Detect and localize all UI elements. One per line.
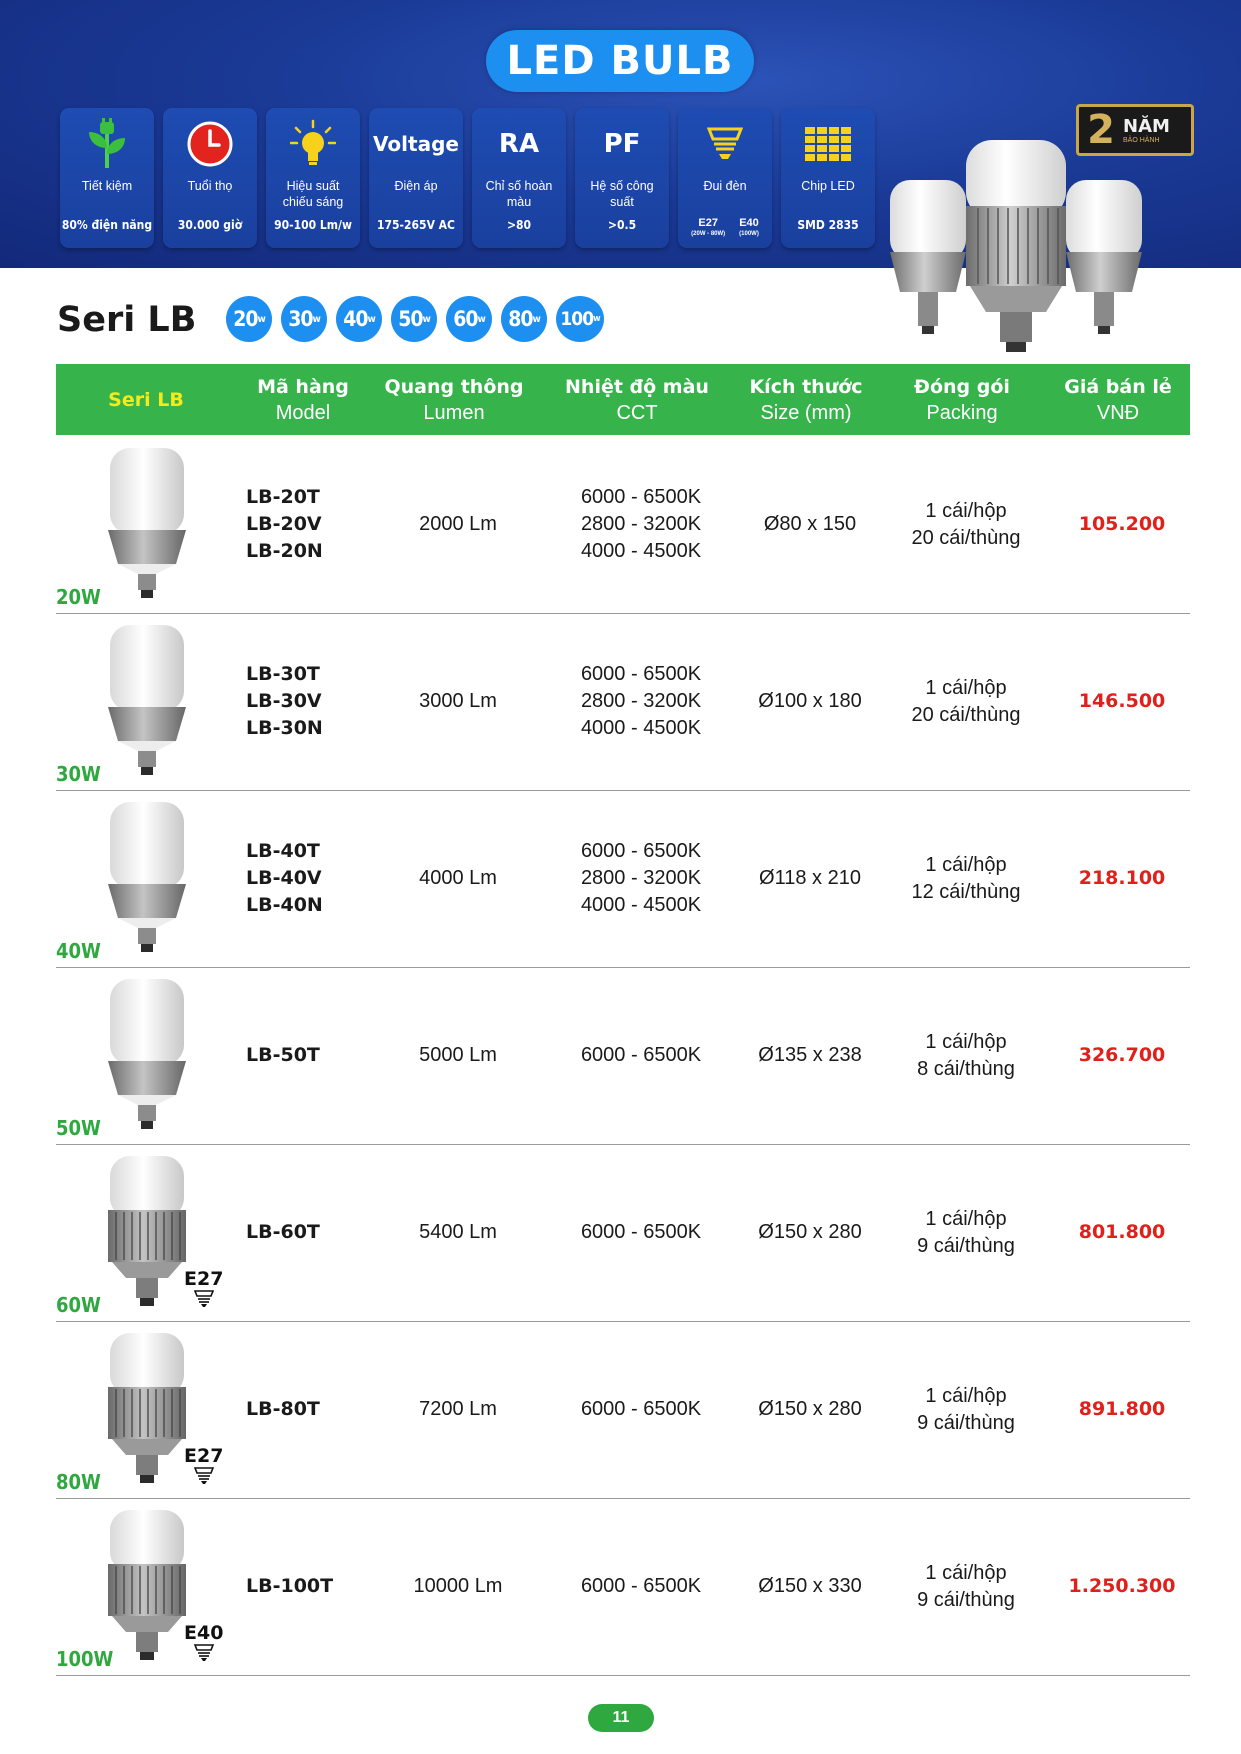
cct-line: 2800 - 3200K: [580, 867, 702, 889]
header-packing: Đóng gói Packing: [914, 375, 1010, 424]
chip-grid-icon: [781, 114, 875, 174]
base-type: E27: [184, 1445, 223, 1490]
lumen-cell: 5400 Lm: [419, 1221, 497, 1243]
header-lumen: Quang thông Lumen: [384, 375, 524, 424]
wattage-badges: [226, 296, 604, 342]
packing-line: 1 cái/hộp: [925, 676, 1007, 699]
bulb-product-image: [102, 623, 192, 779]
cct-line: 6000 - 6500K: [580, 663, 702, 685]
feature-socket: [678, 108, 772, 248]
banner-title: LED BULB: [486, 30, 754, 92]
model-cell: [246, 436, 366, 613]
packing-cell: [880, 436, 1052, 613]
cct-cell: [542, 1144, 740, 1321]
feature-label: Tuổi thọ: [187, 179, 233, 193]
cct-line: 4000 - 4500K: [580, 717, 702, 739]
socket-icon: [194, 1467, 214, 1485]
cct-cell: [542, 613, 740, 790]
plant-plug-icon: [60, 114, 154, 174]
cct-line: 6000 - 6500K: [580, 1221, 702, 1243]
packing-line: 12 cái/thùng: [911, 880, 1021, 903]
cct-line: 6000 - 6500K: [580, 1044, 702, 1066]
wattage-badge: 80 w: [501, 296, 547, 342]
socket-icon: [194, 1644, 214, 1662]
wattage-badge: 30 w: [281, 296, 327, 342]
ra-icon: RA: [498, 129, 540, 159]
models-line: LB-60T: [246, 1221, 320, 1243]
feature-pf: [575, 108, 669, 248]
models-line: LB-80T: [246, 1398, 320, 1420]
model-cell: [246, 1321, 366, 1498]
cct-cell: [542, 436, 740, 613]
bulb-product-image: [102, 1508, 192, 1664]
lumen-cell: 5000 Lm: [419, 1044, 497, 1066]
models-line: LB-20T: [246, 486, 320, 508]
packing-line: 9 cái/thùng: [917, 1234, 1015, 1257]
size-cell: Ø80 x 150: [763, 513, 857, 535]
models-line: LB-30V: [246, 690, 322, 712]
bulb-product-image: [102, 1331, 192, 1487]
feature-label: Hiệu suất chiếu sáng: [282, 179, 344, 209]
models-line: LB-100T: [246, 1575, 334, 1597]
size-cell: Ø150 x 280: [758, 1221, 862, 1243]
wattage-badge: 60 w: [446, 296, 492, 342]
wattage-label: 80W: [56, 1470, 101, 1494]
packing-cell: [880, 1144, 1052, 1321]
base-type: E40: [184, 1622, 223, 1667]
cct-line: 6000 - 6500K: [580, 486, 702, 508]
lumen-cell: 7200 Lm: [419, 1398, 497, 1420]
cct-cell: [542, 1321, 740, 1498]
model-cell: [246, 613, 366, 790]
packing-cell: [880, 613, 1052, 790]
header-price: Giá bán lẻ VNĐ: [1064, 375, 1172, 424]
packing-line: 9 cái/thùng: [917, 1411, 1015, 1434]
socket-e40: E40 (100W): [739, 217, 759, 237]
price-cell: 105.200: [1078, 513, 1166, 535]
feature-label: Hệ số công suất: [590, 179, 654, 209]
voltage-icon: Voltage: [373, 132, 459, 156]
series-title: Seri LB: [57, 300, 197, 340]
socket-e27: E27 (20W - 80W): [691, 217, 726, 237]
models-line: LB-50T: [246, 1044, 320, 1066]
packing-line: 1 cái/hộp: [925, 499, 1007, 522]
feature-saving: [60, 108, 154, 248]
warranty-word: NĂM: [1123, 116, 1170, 137]
cct-cell: [542, 967, 740, 1144]
packing-line: 1 cái/hộp: [925, 1561, 1007, 1584]
clock-icon: [163, 114, 257, 174]
model-cell: [246, 1498, 366, 1675]
cct-line: 4000 - 4500K: [580, 540, 702, 562]
model-cell: [246, 790, 366, 967]
packing-line: 1 cái/hộp: [925, 1030, 1007, 1053]
price-cell: 326.700: [1078, 1044, 1166, 1066]
bulb-product-image: [102, 977, 192, 1133]
size-cell: Ø100 x 180: [758, 690, 862, 712]
table-row: [56, 1321, 1190, 1499]
wattage-badge: 20 w: [226, 296, 272, 342]
table-row: [56, 1144, 1190, 1322]
wattage-label: 60W: [56, 1293, 101, 1317]
packing-line: 8 cái/thùng: [917, 1057, 1015, 1080]
feature-value: SMD 2835: [797, 218, 859, 232]
feature-label: Đui đèn: [703, 179, 747, 193]
models-line: LB-40N: [246, 894, 323, 916]
table-row: [56, 613, 1190, 791]
packing-line: 9 cái/thùng: [917, 1588, 1015, 1611]
bulb-product-image: [102, 800, 192, 956]
lightbulb-icon: [266, 114, 360, 174]
price-cell: 1.250.300: [1068, 1575, 1176, 1597]
feature-label: Tiết kiệm: [81, 179, 133, 193]
cct-line: 6000 - 6500K: [580, 1575, 702, 1597]
cct-cell: [542, 790, 740, 967]
models-line: LB-40T: [246, 840, 320, 862]
bulb-product-image: [102, 446, 192, 602]
table-row: [56, 436, 1190, 614]
models-line: LB-20N: [246, 540, 323, 562]
table-row: [56, 790, 1190, 968]
model-cell: [246, 1144, 366, 1321]
feature-value: >0.5: [607, 218, 637, 232]
wattage-badge: 40 w: [336, 296, 382, 342]
wattage-label: 100W: [56, 1647, 114, 1671]
packing-cell: [880, 1321, 1052, 1498]
warranty-sub: BẢO HÀNH: [1123, 137, 1160, 144]
feature-value: 175-265V AC: [377, 218, 455, 232]
packing-line: 20 cái/thùng: [911, 526, 1021, 549]
feature-value: 80% điện năng: [61, 218, 153, 232]
feature-chip: [781, 108, 875, 248]
feature-ra: [472, 108, 566, 248]
wattage-label: 20W: [56, 585, 101, 609]
cct-line: 4000 - 4500K: [580, 894, 702, 916]
feature-value: 90-100 Lm/w: [274, 218, 352, 232]
wattage-label: 50W: [56, 1116, 101, 1140]
feature-value: >80: [506, 218, 532, 232]
feature-efficiency: [266, 108, 360, 248]
size-cell: Ø118 x 210: [759, 867, 861, 889]
models-line: LB-30N: [246, 717, 323, 739]
pf-icon: PF: [603, 129, 641, 159]
page-number: 11: [588, 1704, 654, 1732]
feature-label: Điện áp: [394, 179, 438, 193]
feature-label: Chip LED: [801, 179, 855, 193]
size-cell: Ø150 x 280: [758, 1398, 862, 1420]
table-row: [56, 1498, 1190, 1676]
base-type: E27: [184, 1268, 223, 1313]
feature-lifetime: [163, 108, 257, 248]
table-row: [56, 967, 1190, 1145]
cct-line: 6000 - 6500K: [580, 1398, 702, 1420]
cct-cell: [542, 1498, 740, 1675]
lumen-cell: 2000 Lm: [419, 513, 497, 535]
packing-cell: [880, 790, 1052, 967]
price-cell: 801.800: [1078, 1221, 1166, 1243]
cct-line: 6000 - 6500K: [580, 840, 702, 862]
wattage-label: 40W: [56, 939, 101, 963]
bulb-product-image: [102, 1154, 192, 1310]
feature-voltage: [369, 108, 463, 248]
wattage-badge: 50 w: [391, 296, 437, 342]
packing-line: 1 cái/hộp: [925, 853, 1007, 876]
packing-cell: [880, 1498, 1052, 1675]
models-line: LB-30T: [246, 663, 320, 685]
wattage-badge: 100 w: [556, 296, 604, 342]
socket-icon: [194, 1290, 214, 1308]
header-cct: Nhiệt độ màu CCT: [565, 375, 709, 424]
feature-value: 30.000 giờ: [177, 218, 243, 232]
feature-list: [60, 108, 875, 248]
socket-icon: [678, 114, 772, 174]
size-cell: Ø135 x 238: [758, 1044, 862, 1066]
packing-line: 1 cái/hộp: [925, 1384, 1007, 1407]
hero-bulbs-image: [886, 136, 1146, 356]
size-cell: Ø150 x 330: [758, 1575, 862, 1597]
table-header: [56, 364, 1190, 435]
wattage-label: 30W: [56, 762, 101, 786]
packing-line: 1 cái/hộp: [925, 1207, 1007, 1230]
lumen-cell: 3000 Lm: [419, 690, 497, 712]
header-model: Mã hàng Model: [257, 375, 349, 424]
socket-list: [691, 218, 759, 240]
models-line: LB-40V: [246, 867, 322, 889]
lumen-cell: 10000 Lm: [413, 1575, 503, 1597]
cct-line: 2800 - 3200K: [580, 690, 702, 712]
packing-line: 20 cái/thùng: [911, 703, 1021, 726]
lumen-cell: 4000 Lm: [419, 867, 497, 889]
feature-label: Chỉ số hoàn màu: [485, 179, 553, 209]
cct-line: 2800 - 3200K: [580, 513, 702, 535]
price-cell: 218.100: [1078, 867, 1166, 889]
models-line: LB-20V: [246, 513, 322, 535]
price-cell: 891.800: [1078, 1398, 1166, 1420]
header-series: Seri LB: [108, 388, 184, 411]
model-cell: [246, 967, 366, 1144]
price-cell: 146.500: [1078, 690, 1166, 712]
warranty-years: 2: [1087, 107, 1115, 153]
header-size: Kích thước Size (mm): [749, 375, 863, 424]
packing-cell: [880, 967, 1052, 1144]
